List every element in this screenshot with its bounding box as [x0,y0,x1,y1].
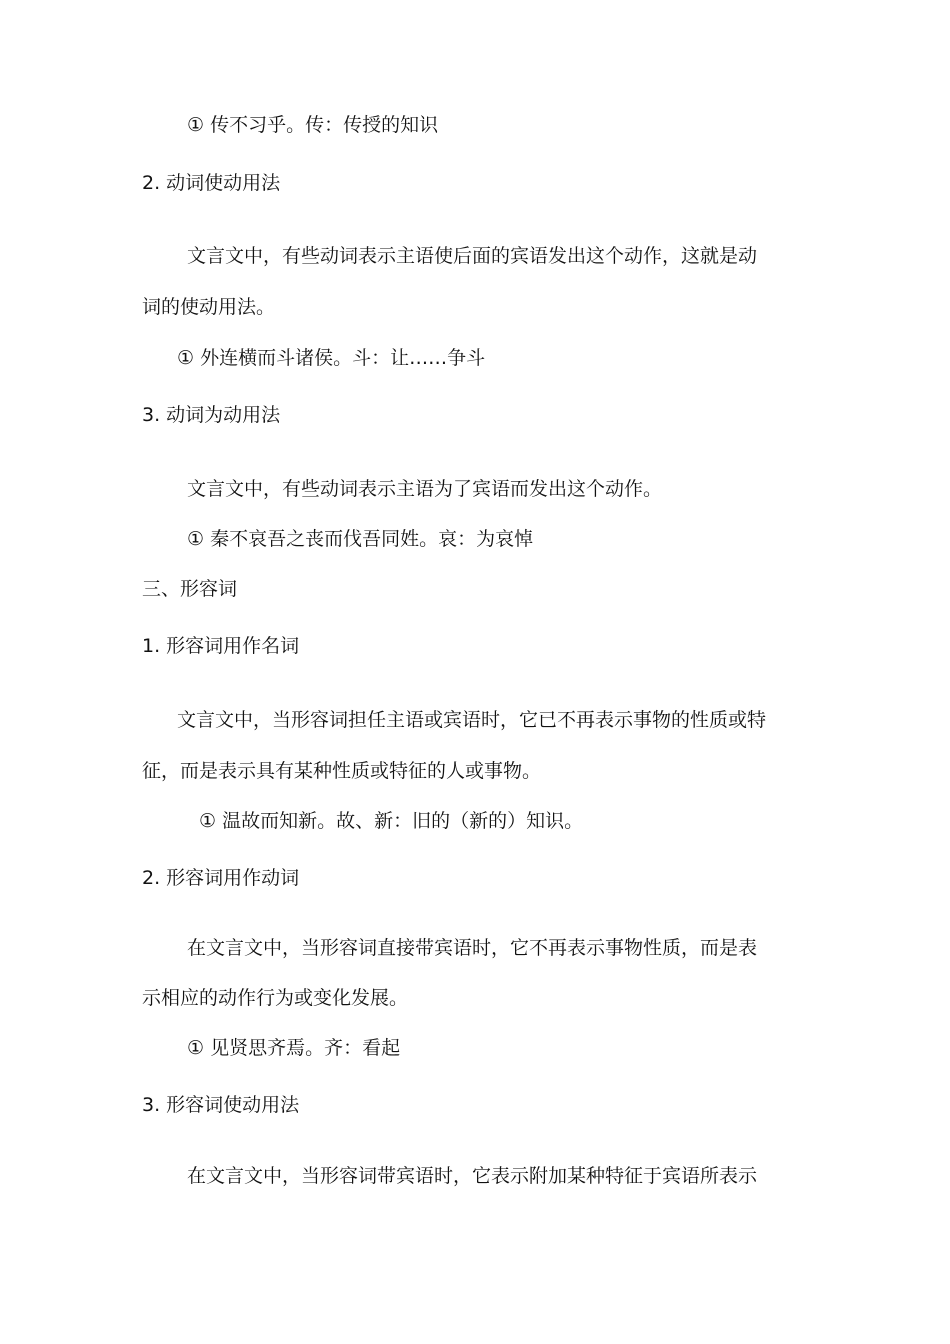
paragraph-line: 词的使动用法。 [142,296,276,318]
section-heading: 3. 形容词使动用法 [142,1094,300,1116]
example-line: ① 见贤思齐焉。齐：看起 [187,1037,401,1059]
paragraph-line: 文言文中，有些动词表示主语为了宾语而发出这个动作。 [187,478,663,500]
paragraph-line: 在文言文中，当形容词直接带宾语时，它不再表示事物性质，而是表 [187,937,758,959]
section-heading: 3. 动词为动用法 [142,404,281,426]
section-heading: 2. 形容词用作动词 [142,867,300,889]
section-heading: 1. 形容词用作名词 [142,635,300,657]
chapter-heading: 三、形容词 [142,578,238,600]
example-line: ① 外连横而斗诸侯。斗：让……争斗 [177,347,486,369]
section-heading: 2. 动词使动用法 [142,172,281,194]
example-line: ① 传不习乎。传：传授的知识 [187,114,439,136]
paragraph-line: 文言文中，当形容词担任主语或宾语时，它已不再表示事物的性质或特 [177,709,767,731]
example-line: ① 温故而知新。故、新：旧的（新的）知识。 [199,810,584,832]
paragraph-line: 征，而是表示具有某种性质或特征的人或事物。 [142,760,542,782]
example-line: ① 秦不哀吾之丧而伐吾同姓。哀：为哀悼 [187,528,534,550]
paragraph-line: 在文言文中，当形容词带宾语时，它表示附加某种特征于宾语所表示 [187,1165,758,1187]
paragraph-line: 文言文中，有些动词表示主语使后面的宾语发出这个动作，这就是动 [187,245,758,267]
paragraph-line: 示相应的动作行为或变化发展。 [142,987,409,1009]
